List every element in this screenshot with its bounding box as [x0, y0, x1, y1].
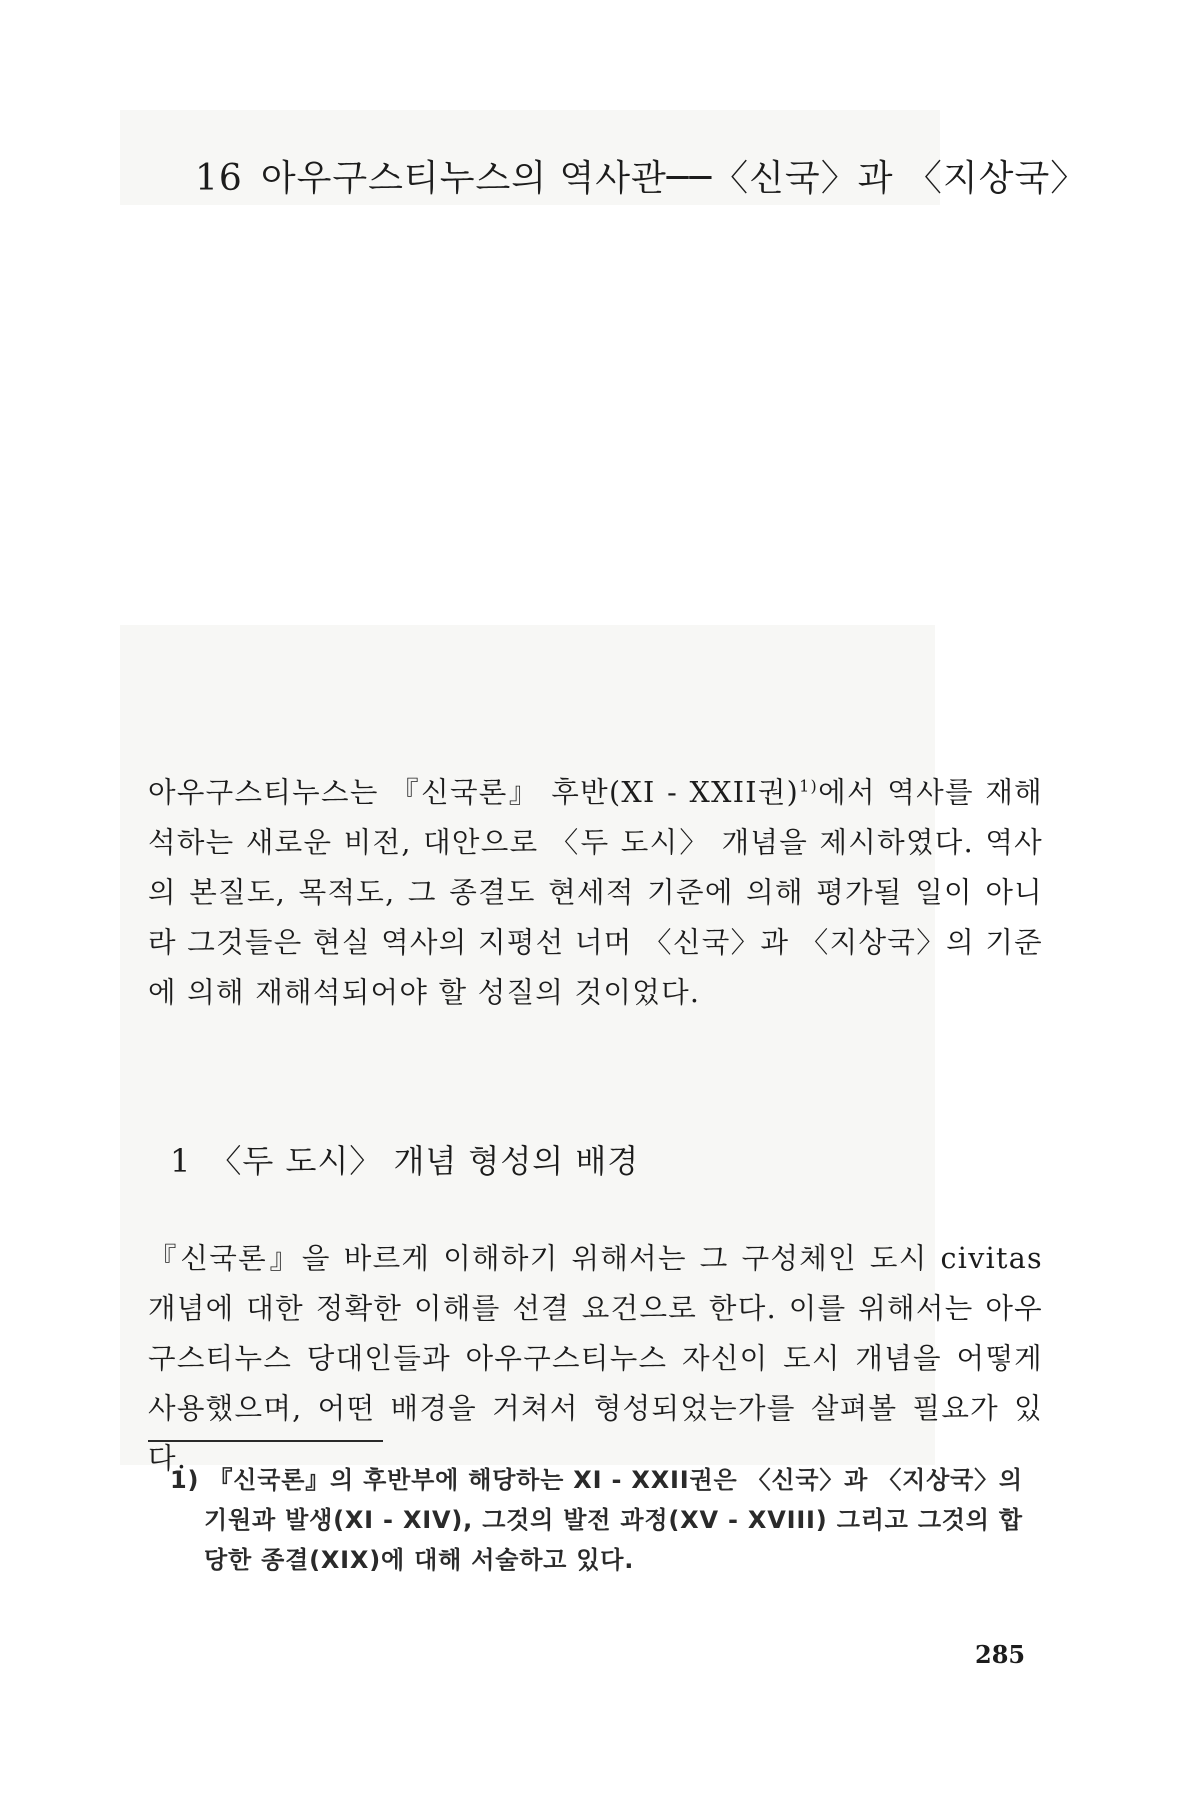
section-number: 1: [170, 1142, 192, 1180]
footnote-reference[interactable]: 1): [799, 776, 819, 796]
footnote-marker: 1): [170, 1466, 200, 1494]
intro-paragraph: [148, 768, 1043, 1018]
page-number: 285: [975, 1640, 1026, 1669]
footnote-text: 『신국론』의 후반부에 해당하는 XI - XXII권은 〈신국〉과 〈지상국〉의 기원과 발생(XI - XIV), 그것의 발전 과정(XV - XVIII) 그리고 그것의 합당한 종결(XIX)에 대해 서술하고 있다.: [204, 1466, 1023, 1574]
section-heading: [170, 1136, 639, 1182]
chapter-title-text: 아우구스티누스의 역사관──〈신국〉과 〈지상국〉: [260, 158, 1088, 199]
section-heading-text: 〈두 도시〉 개념 형성의 배경: [209, 1142, 640, 1180]
intro-text-part-1: 아우구스티누스는 『신국론』 후반(XI - XXII권): [148, 776, 800, 809]
footnote-line: [170, 1460, 1043, 1580]
chapter-number: 16: [195, 158, 243, 199]
footnote-divider: [148, 1440, 383, 1442]
footnote: [170, 1460, 1043, 1580]
section-body-paragraph: 『신국론』을 바르게 이해하기 위해서는 그 구성체인 도시 civitas 개념에 대한 정확한 이해를 선결 요건으로 한다. 이를 위해서는 아우구스티누스 당대인들과 아우구스티누스 자신이 도시 개념을 어떻게 사용했으며, 어떤 배경을 거쳐서 형성되었는가를 살펴볼 필요가 있다.: [148, 1242, 1043, 1475]
chapter-title: [195, 150, 1095, 201]
intro-text-part-2: 에서 역사를 재해석하는 새로운 비전, 대안으로 〈두 도시〉 개념을 제시하였다. 역사의 본질도, 목적도, 그 종결도 현세적 기준에 의해 평가될 일이 아니라 그것들은 현실 역사의 지평선 너머 〈신국〉과 〈지상국〉의 기준에 의해 재해석되어야 할 성질의 것이었다.: [148, 776, 1043, 1009]
